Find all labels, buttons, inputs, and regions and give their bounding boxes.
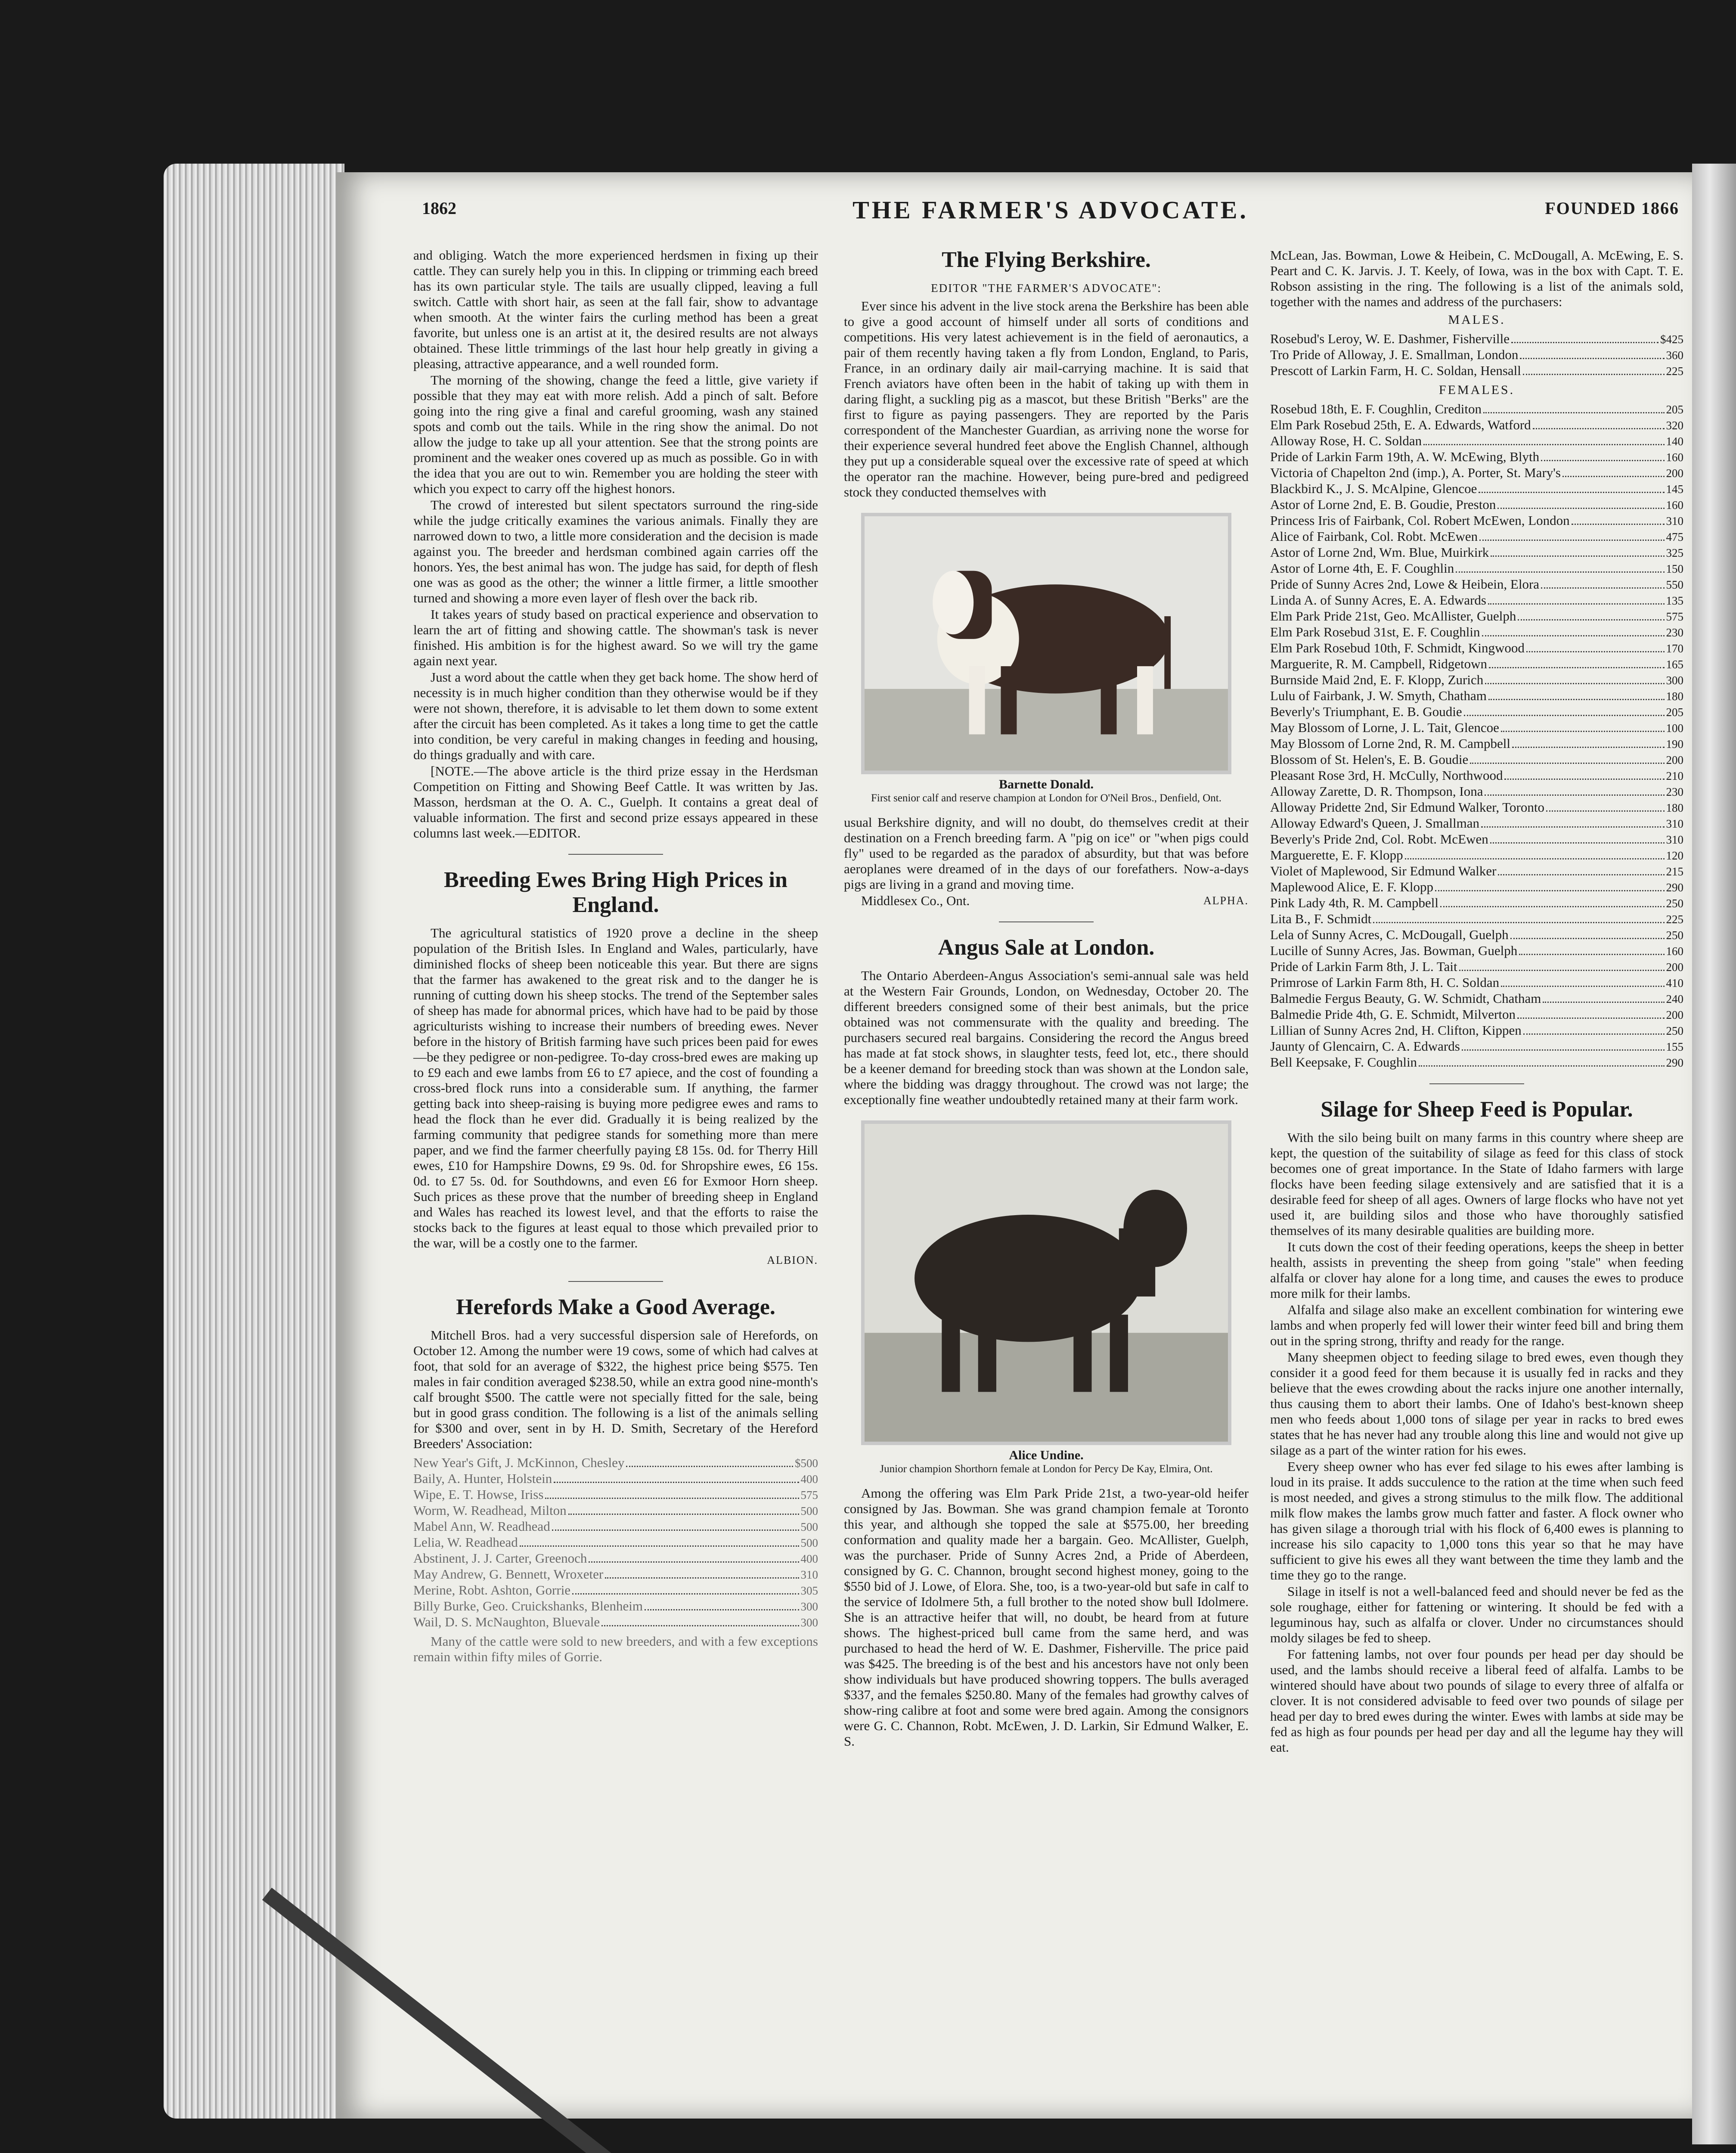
leader-dots (1498, 874, 1664, 875)
list-item (1270, 991, 1683, 1007)
leader-dots (1485, 794, 1664, 796)
list-item (1270, 433, 1683, 449)
photo-caption: First senior calf and reserve champion at London for O'Neil Bros., Denfield, Ont. (871, 792, 1221, 804)
list-item (413, 1582, 818, 1598)
entry-price: 575 (1666, 610, 1683, 623)
leader-dots (1511, 342, 1658, 343)
leader-dots (1373, 922, 1664, 923)
entry-price: 310 (800, 1568, 818, 1581)
list-item (1270, 927, 1683, 943)
editor-note: [NOTE.—The above article is the third prize essay in the Herdsman Competition on Fitting and Showing Beef Cattle. It was written by Jas. Masson, herdsman at the O. A. C., Guelph. It contains a great deal of valuable information. The first and second prize essays appeared in these columns last week.—EDITOR. (413, 763, 818, 841)
entry-name: Alice of Fairbank, Col. Robt. McEwen (1270, 529, 1478, 544)
list-item (1270, 863, 1683, 879)
entry-name: Elm Park Pride 21st, Geo. McAllister, Guelph (1270, 608, 1516, 624)
column-1 (413, 248, 818, 1666)
entry-name: Beverly's Pride 2nd, Col. Robt. McEwen (1270, 831, 1488, 847)
leader-dots (645, 1609, 799, 1610)
entry-name: Astor of Lorne 4th, E. F. Coughlin (1270, 561, 1454, 576)
entry-name: Jaunty of Glencairn, C. A. Edwards (1270, 1039, 1460, 1054)
entry-name: Lela of Sunny Acres, C. McDougall, Guelph (1270, 927, 1509, 942)
entry-price: 200 (1666, 961, 1683, 974)
list-item (1270, 417, 1683, 433)
place: Middlesex Co., Ont. (861, 893, 970, 908)
entry-name: Billy Burke, Geo. Cruickshanks, Blenheim (413, 1598, 643, 1613)
entry-price: 225 (1666, 365, 1683, 378)
steer-photo (865, 516, 1228, 771)
byline: EDITOR "THE FARMER'S ADVOCATE": (931, 282, 1162, 295)
leader-dots (1546, 810, 1665, 812)
leader-dots (1491, 555, 1664, 557)
list-item (1270, 784, 1683, 800)
entry-price: 310 (1666, 817, 1683, 830)
article-title-silage: Silage for Sheep Feed is Popular. (1321, 1097, 1633, 1122)
paragraph: The crowd of interested but silent spectators surround the ring-side while the judge critically examines the various animals. Finally they are narrowed down to two, a little more consideration and the decision is made against you. The breeder and herdsman combined again carries off the honors. Yes, the best animal has won. The judge has said, for depth of flesh one was as good as the other; the winner a little firmer, a little smoother turned and showing a more even layer of flesh over the back rib. (413, 497, 818, 605)
entry-name: Marguerite, R. M. Campbell, Ridgetown (1270, 656, 1487, 671)
entry-price: $500 (795, 1457, 818, 1470)
leader-dots (1440, 906, 1665, 907)
list-item (1270, 879, 1683, 895)
entry-price: 200 (1666, 1008, 1683, 1021)
entry-price: 290 (1666, 881, 1683, 894)
entry-name: Abstinent, J. J. Carter, Greenoch (413, 1551, 587, 1566)
entry-name: New Year's Gift, J. McKinnon, Chesley (413, 1455, 625, 1470)
article-title-ewes: Breeding Ewes Bring High Prices in England. (444, 868, 787, 917)
entry-price: 410 (1666, 977, 1683, 990)
photo-caption-name: Alice Undine. (1009, 1448, 1084, 1463)
entry-name: Lucille of Sunny Acres, Jas. Bowman, Guelph (1270, 943, 1518, 958)
entry-price: 160 (1666, 451, 1683, 464)
list-heading-males: MALES. (1448, 313, 1506, 327)
entry-price: 200 (1666, 467, 1683, 480)
list-item (413, 1455, 818, 1471)
entry-name: Tro Pride of Alloway, J. E. Smallman, London (1270, 347, 1519, 362)
entry-name: Lulu of Fairbank, J. W. Smyth, Chatham (1270, 688, 1487, 703)
entry-name: Alloway Zarette, D. R. Thompson, Iona (1270, 784, 1483, 799)
entry-name: Merine, Robt. Ashton, Gorrie (413, 1582, 571, 1598)
entry-price: 325 (1666, 546, 1683, 559)
separator-rule (1429, 1083, 1524, 1084)
photo-caption-name: Barnette Donald. (999, 777, 1094, 791)
entry-name: Violet of Maplewood, Sir Edmund Walker (1270, 863, 1497, 878)
list-item (1270, 347, 1683, 363)
column-3 (1270, 248, 1683, 1756)
entry-name: Elm Park Rosebud 25th, E. A. Edwards, Watford (1270, 417, 1531, 432)
paragraph: With the silo being built on many farms in this country where sheep are kept, the question of the suitability of silage as feed for this class of stock becomes one of great importance. In the State of Idaho farmers with large flocks have been feeding silage extensively and are satisfied that it is a desirable feed for sheep of all ages. Owners of large flocks who have not yet used it, are building silos and those who have thoroughly satisfied themselves of its many desirable qualities are building more. (1270, 1130, 1683, 1238)
entry-name: Victoria of Chapelton 2nd (imp.), A. Porter, St. Mary's (1270, 465, 1561, 480)
entry-name: Maplewood Alice, E. F. Klopp (1270, 879, 1433, 894)
entry-price: 170 (1666, 642, 1683, 655)
leader-dots (1541, 460, 1664, 461)
leader-dots (1517, 1018, 1665, 1019)
entry-price: 230 (1666, 626, 1683, 639)
entry-price: 500 (800, 1536, 818, 1549)
entry-price: 155 (1666, 1040, 1683, 1053)
paragraph: Many of the cattle were sold to new breeders, and with a few exceptions remain within fifty miles of Gorrie. (413, 1634, 818, 1664)
list-item (1270, 401, 1683, 417)
list-item (1270, 608, 1683, 624)
entry-name: Linda A. of Sunny Acres, E. A. Edwards (1270, 593, 1486, 608)
leader-dots (1526, 651, 1665, 652)
entry-name: Balmedie Pride 4th, G. E. Schmidt, Milverton (1270, 1007, 1516, 1022)
list-item (1270, 704, 1683, 720)
entry-price: 300 (800, 1616, 818, 1629)
entry-price: 150 (1666, 562, 1683, 575)
entry-name: Alloway Rose, H. C. Soldan (1270, 433, 1422, 448)
leader-dots (1481, 826, 1665, 828)
list-item (1270, 481, 1683, 497)
list-item (1270, 624, 1683, 640)
entry-name: Marguerette, E. F. Klopp (1270, 847, 1403, 862)
leader-dots (1488, 699, 1665, 700)
leader-dots (554, 1482, 799, 1483)
paragraph: usual Berkshire dignity, and will no doubt, do themselves credit at their destination on a French breeding farm. A "pig on ice" or "when pigs could fly" used to be regarded as the paradox of absurdity, but that was before aeroplanes were dreamed of in the days of our forefathers. Now-a-days pigs are living in a grand and moving time. (844, 814, 1249, 892)
list-item (1270, 577, 1683, 593)
list-item (1270, 1023, 1683, 1039)
entry-price: 550 (1666, 578, 1683, 591)
entry-price: 190 (1666, 738, 1683, 751)
list-item (1270, 656, 1683, 672)
leader-dots (1462, 1049, 1665, 1051)
list-item (1270, 497, 1683, 513)
list-item (1270, 1039, 1683, 1055)
entry-price: 360 (1666, 349, 1683, 362)
leader-dots (601, 1625, 799, 1626)
entry-name: Rosebud 18th, E. F. Coughlin, Crediton (1270, 401, 1482, 416)
list-item (1270, 847, 1683, 863)
entry-name: Alloway Edward's Queen, J. Smallman (1270, 816, 1479, 831)
leader-dots (568, 1514, 799, 1515)
leader-dots (1501, 986, 1664, 987)
entry-price: 300 (800, 1600, 818, 1613)
entry-price: 120 (1666, 849, 1683, 862)
entry-price: 310 (1666, 515, 1683, 527)
list-heading-females: FEMALES. (1438, 383, 1515, 397)
entry-name: Wipe, E. T. Howse, Iriss (413, 1487, 544, 1502)
entry-name: Burnside Maid 2nd, E. F. Klopp, Zurich (1270, 672, 1484, 687)
leader-dots (1543, 1002, 1664, 1003)
list-item (413, 1471, 818, 1487)
entry-price: 205 (1666, 706, 1683, 719)
paragraph: Ever since his advent in the live stock arena the Berkshire has been able to give a good account of himself under all sorts of conditions and competitions. His very latest achievement is in the field of aeronautics, a pair of them recently having taken a fly from London, England, to Paris, France, in an ordinary daily air mail-carrying machine. It is said that French aviators have often been in the habit of taking up with them in daring flight, a suckling pig as a mascot, but these British "Berks" are the first to figure as paying passengers. They are reported by the Paris correspondent of the Manchester Guardian, as arriving none the worse for their experience several hundred feet above the English Channel, although they put up a considerable squeal over the excessive rate of speed at which the operator ran the machine. However, being pure-bred and pedigreed stock they conducted themselves with (844, 298, 1249, 499)
leader-dots (1518, 619, 1664, 620)
leader-dots (545, 1498, 799, 1499)
leader-dots (1489, 667, 1665, 668)
entry-name: Pride of Larkin Farm 19th, A. W. McEwing, Blyth (1270, 449, 1540, 464)
leader-dots (1405, 858, 1665, 859)
entry-price: 145 (1666, 483, 1683, 496)
list-item (1270, 752, 1683, 768)
leader-dots (1485, 683, 1664, 684)
paragraph: Alfalfa and silage also make an excellent combination for wintering ewe lambs and when properly fed will lower their winter feed bill and bring them out in the spring strong, thrifty and ready for the range. (1270, 1302, 1683, 1348)
list-item (413, 1551, 818, 1567)
article-title-berkshire: The Flying Berkshire. (942, 248, 1151, 272)
entry-price: 225 (1666, 913, 1683, 926)
list-item (1270, 816, 1683, 831)
entry-name: May Blossom of Lorne, J. L. Tait, Glencoe (1270, 720, 1499, 735)
entry-price: 215 (1666, 865, 1683, 878)
paragraph: Silage in itself is not a well-balanced feed and should never be fed as the sole roughage, either for fattening or wintering. It should be fed with a leguminous hay, such as alfalfa or clover. Under no circumstances should moldy silages be fed to sheep. (1270, 1584, 1683, 1645)
leader-dots (589, 1561, 799, 1563)
leader-dots (1512, 747, 1665, 748)
photo-alice-undine (861, 1120, 1231, 1446)
leader-dots (1541, 587, 1664, 589)
paragraph: The Ontario Aberdeen-Angus Association's semi-annual sale was held at the Western Fair Grounds, London, on Wednesday, October 20. The different breeders consigned some of their best animals, but the price obtained was not commensurate with the quality and breeding. The purchasers secured real bargains. Considering the record the Angus breed has made at fat stock shows, in slaughter tests, feed lot, etc., there should be a keener demand for breeding stock than was shown at the London sale, where the bidding was draggy throughout. The crowd was not large; the exceptionally fine weather undoubtedly retained many at their farm work. (844, 968, 1249, 1107)
males-sale-list (1270, 331, 1683, 379)
entry-name: Baily, A. Hunter, Holstein (413, 1471, 552, 1486)
leader-dots (1488, 603, 1665, 605)
entry-price: 320 (1666, 419, 1683, 432)
leader-dots (1523, 1033, 1665, 1035)
list-item (1270, 561, 1683, 577)
entry-name: May Blossom of Lorne 2nd, R. M. Campbell (1270, 736, 1510, 751)
paragraph: For fattening lambs, not over four pounds per head per day should be used, and the lambs should receive a liberal feed of alfalfa. Lambs to be wintered should have about two pounds of silage to every three of alfalfa or clover. It is not considered advisable to feed over two pounds of silage per head per day to bred ewes during the winter. Ewes with lambs at side may be fed as high as four pounds per head per day and all the legume hay they will eat. (1270, 1647, 1683, 1755)
list-item (1270, 640, 1683, 656)
paragraph: McLean, Jas. Bowman, Lowe & Heibein, C. McDougall, A. McEwing, E. S. Peart and C. K. Jarvis. J. T. Keely, of Iowa, was in the box with Capt. T. E. Robson assisting in the ring. The following is a list of the animals sold, together with the names and address of the purchasers: (1270, 248, 1683, 309)
entry-name: Elm Park Rosebud 10th, F. Schmidt, Kingwood (1270, 640, 1525, 655)
photo-barnette-donald (861, 513, 1231, 774)
entry-name: Elm Park Rosebud 31st, E. F. Coughlin (1270, 624, 1480, 639)
entry-name: Wail, D. S. McNaughton, Bluevale (413, 1614, 600, 1629)
leader-dots (605, 1577, 799, 1579)
separator-rule (999, 921, 1094, 922)
entry-price: 305 (800, 1584, 818, 1597)
leader-dots (1490, 842, 1665, 844)
entry-name: Pride of Larkin Farm 8th, J. L. Tait (1270, 959, 1457, 974)
list-item (1270, 529, 1683, 545)
entry-price: $425 (1660, 333, 1683, 346)
entry-price: 500 (800, 1520, 818, 1533)
entry-price: 100 (1666, 722, 1683, 735)
photo-caption: Junior champion Shorthorn female at London for Percy De Kay, Elmira, Ont. (880, 1463, 1213, 1475)
leader-dots (1510, 938, 1665, 939)
list-item (413, 1567, 818, 1582)
entry-price: 250 (1666, 897, 1683, 910)
list-item (1270, 593, 1683, 608)
book-right-edge (1692, 164, 1736, 2144)
list-item (413, 1535, 818, 1551)
entry-price: 400 (800, 1552, 818, 1565)
entry-price: 165 (1666, 658, 1683, 671)
list-item (1270, 331, 1683, 347)
leader-dots (1423, 444, 1664, 445)
signature-line (844, 893, 1249, 909)
entry-price: 250 (1666, 1024, 1683, 1037)
page-header (422, 198, 1679, 228)
leader-dots (1562, 476, 1665, 477)
list-item (1270, 688, 1683, 704)
list-item (1270, 449, 1683, 465)
list-item (1270, 720, 1683, 736)
list-item (1270, 911, 1683, 927)
leader-dots (1497, 508, 1664, 509)
entry-name: Primrose of Larkin Farm 8th, H. C. Soldan (1270, 975, 1500, 990)
separator-rule (568, 854, 663, 855)
entry-name: Lelia, W. Readhead (413, 1535, 518, 1550)
list-item (1270, 895, 1683, 911)
entry-price: 230 (1666, 785, 1683, 798)
leader-dots (1482, 635, 1665, 636)
list-item (413, 1503, 818, 1519)
founded-label: FOUNDED 1866 (1545, 199, 1679, 218)
paragraph: Many sheepmen object to feeding silage to bred ewes, even though they consider it a good feed for them because it is usually fed in racks and they believe that the ewes crowding about the racks injure one another internally, thus causing them to abort their lambs. One of Idaho's best-known sheep men who feeds about 1,000 tons of silage per year in racks to bred ewes states that he has never had any trouble along this line and would not give up silage as a part of the winter ration for his ewes. (1270, 1350, 1683, 1458)
book-page-edges (164, 164, 344, 2119)
list-item (1270, 672, 1683, 688)
list-item (413, 1519, 818, 1535)
entry-price: 140 (1666, 435, 1683, 448)
entry-price: 500 (800, 1505, 818, 1517)
leader-dots (1572, 524, 1665, 525)
leader-dots (1456, 571, 1664, 573)
entry-price: 475 (1666, 530, 1683, 543)
entry-name: Lillian of Sunny Acres 2nd, H. Clifton, Kippen (1270, 1023, 1522, 1038)
column-2 (844, 248, 1249, 1750)
leader-dots (1479, 492, 1664, 493)
entry-name: Balmedie Fergus Beauty, G. W. Schmidt, Chatham (1270, 991, 1541, 1006)
females-sale-list (1270, 401, 1683, 1070)
entry-name: Bell Keepsake, F. Coughlin (1270, 1055, 1417, 1070)
leader-dots (1419, 1065, 1664, 1067)
list-item (1270, 513, 1683, 529)
entry-price: 210 (1666, 769, 1683, 782)
leader-dots (1479, 540, 1664, 541)
entry-name: Rosebud's Leroy, W. E. Dashmer, Fisherville (1270, 331, 1510, 346)
leader-dots (1483, 412, 1665, 413)
list-item (1270, 975, 1683, 991)
leader-dots (1504, 779, 1664, 780)
entry-name: Prescott of Larkin Farm, H. C. Soldan, Hensall (1270, 363, 1521, 378)
leader-dots (572, 1593, 799, 1595)
hereford-sale-list (413, 1455, 818, 1630)
leader-dots (1520, 358, 1664, 359)
heifer-photo (865, 1124, 1228, 1442)
entry-price: 575 (800, 1489, 818, 1502)
list-item (1270, 943, 1683, 959)
entry-name: Lita B., F. Schmidt (1270, 911, 1372, 926)
masthead: THE FARMER'S ADVOCATE. (852, 196, 1249, 224)
leader-dots (1470, 763, 1664, 764)
leader-dots (626, 1466, 793, 1467)
list-item (1270, 736, 1683, 752)
entry-name: Pink Lady 4th, R. M. Campbell (1270, 895, 1438, 910)
paragraph: and obliging. Watch the more experienced herdsmen in fixing up their cattle. They can surely help you in this. In clipping or trimming each breed has its own particular style. The tails are usually clipped, leaving a full switch. Cattle with short hair, as seen at the fall fair, show to advantage when smooth. At the winter fairs the curling method has been a great favorite, but unless one is an artist at it, the desired results are not always obtained. These little trimmings of the last hour help greatly in giving a pleasing, attractive appearance, and a well rounded form. (413, 248, 818, 371)
leader-dots (1459, 970, 1665, 971)
entry-price: 160 (1666, 499, 1683, 512)
list-item (413, 1487, 818, 1503)
leader-dots (1501, 731, 1665, 732)
entry-price: 205 (1666, 403, 1683, 416)
leader-dots (1464, 715, 1665, 716)
entry-name: Alloway Pridette 2nd, Sir Edmund Walker, Toronto (1270, 800, 1544, 815)
entry-price: 180 (1666, 690, 1683, 703)
entry-name: Pride of Sunny Acres 2nd, Lowe & Heibein, Elora (1270, 577, 1540, 592)
list-item (413, 1614, 818, 1630)
paragraph: Every sheep owner who has ever fed silage to his ewes after lambing is loud in its praise. It adds succulence to the ration at the time when such feed is most needed, and gives a strong stimulus to the milk flow. The additional milk flow makes the lambs grow much fatter and faster. A flock owner who has given silage a thorough trial with his flock of 6,400 ewes is planning to increase his silo capacity to 1,000 tons this year so that he may have sufficient to give his ewes all they want between the time they lamb and the time they go to the range. (1270, 1459, 1683, 1582)
entry-price: 250 (1666, 929, 1683, 942)
entry-price: 290 (1666, 1056, 1683, 1069)
entry-name: Astor of Lorne 2nd, E. B. Goudie, Preston (1270, 497, 1496, 512)
entry-name: May Andrew, G. Bennett, Wroxeter (413, 1567, 604, 1582)
entry-price: 310 (1666, 833, 1683, 846)
entry-name: Blackbird K., J. S. McAlpine, Glencoe (1270, 481, 1477, 496)
paragraph: The agricultural statistics of 1920 prove a decline in the sheep population of the British Isles. In England and Wales, particularly, have diminished flocks of sheep been noticeable this year. But there are signs that the farmer has awakened to the great risk and to the danger he is running of cutting down his sheep stocks. The trend of the September sales of sheep has made for abnormal prices, which have had to be paid by those agriculturists wishing to increase their numbers of breeding ewes. Never before in the history of British farming have such prices been paid for ewes—be they pedigree or non-pedigree. To-day cross-bred ewes are making up to £9 each and ewe lambs from £6 to £7 apiece, and the cost of founding a cross-bred flock runs into a considerable sum. If anything, the farmer getting back into sheep-raising is buying more pedigree ewes and rams to head the flock than he ever did. Gradually it is being realized by the farming community that pedigree stands for something more than mere paper, and we find the farmer cheerfully paying £8 15s. 0d. for Therry Hill ewes, £10 for Hampshire Downs, £9 9s. 0d. for Shropshire ewes, £6 15s. 0d. to £7 5s. 0d. for Southdowns, and even £6 for Exmoor Horn sheep. Such prices as these prove that the number of breeding sheep in England and Wales has reached its lowest level, and that the efforts to raise the stocks back to the figures at least equal to those which prevailed prior to the war, will be a costly one to the farmer. (413, 925, 818, 1250)
separator-rule (568, 1281, 663, 1282)
entry-price: 240 (1666, 993, 1683, 1005)
entry-price: 160 (1666, 945, 1683, 958)
list-item (1270, 768, 1683, 784)
signature: ALPHA. (1203, 894, 1249, 907)
entry-name: Astor of Lorne 2nd, Wm. Blue, Muirkirk (1270, 545, 1489, 560)
leader-dots (1523, 374, 1665, 375)
list-item (1270, 1055, 1683, 1070)
entry-name: Beverly's Triumphant, E. B. Goudie (1270, 704, 1462, 719)
signature: ALBION. (767, 1254, 818, 1266)
list-item (1270, 959, 1683, 975)
leader-dots (552, 1529, 799, 1531)
list-item (1270, 545, 1683, 561)
entry-name: Pleasant Rose 3rd, H. McCully, Northwood (1270, 768, 1503, 783)
list-item (1270, 1007, 1683, 1023)
paragraph: Just a word about the cattle when they get back home. The show herd of necessity is in much higher condition than they otherwise would be if they were not shown, therefore, it is advisable to let them down to some extent after the circuit has been completed. As it takes a long time to get the cattle into condition, be very careful in making changes in feeding and housing, do things gradually and with care. (413, 670, 818, 762)
list-item (1270, 465, 1683, 481)
entry-price: 135 (1666, 594, 1683, 607)
page-number: 1862 (422, 199, 456, 218)
paragraph: It takes years of study based on practical experience and observation to learn the art of fitting and showing cattle. The showman's task is never finished. His ambition is for the highest award. So we will try the game again next year. (413, 607, 818, 668)
article-title-herefords: Herefords Make a Good Average. (456, 1295, 775, 1319)
entry-name: Princess Iris of Fairbank, Col. Robert McEwen, London (1270, 513, 1570, 528)
entry-name: Blossom of St. Helen's, E. B. Goudie (1270, 752, 1469, 767)
paragraph: Mitchell Bros. had a very successful dispersion sale of Herefords, on October 12. Among the number were 19 cows, some of which had calves at foot, that sold for an average of $322, the highest price being $575. Ten males in fair condition averaged $238.50, while an extra good nine-month's calf brought $500. The cattle were not specially fitted for the sale, being but in good grass condition. The following is a list of the animals selling for $300 and over, sent in by H. D. Smith, Secretary of the Hereford Breeders' Association: (413, 1328, 818, 1451)
list-item (1270, 363, 1683, 379)
entry-price: 180 (1666, 801, 1683, 814)
leader-dots (1533, 428, 1665, 429)
list-item (1270, 831, 1683, 847)
entry-price: 300 (1666, 674, 1683, 687)
entry-name: Mabel Ann, W. Readhead (413, 1519, 550, 1534)
paragraph: Among the offering was Elm Park Pride 21st, a two-year-old heifer consigned by Jas. Bowman. She was grand champion female at Toronto this year, and although she topped the sale at $575.00, her breeding conformation and quality made her a bargain. Geo. McAllister, Guelph, was the purchaser. Pride of Sunny Acres 2nd, a Pride of Aberdeen, consigned by G. C. Channon, brought second highest money, going to the $550 bid of J. Lowe, of Elora. She, too, is a two-year-old but safe in calf to the service of Idolmere 5th, a full brother to the noted show bull Idolmere. She is an attractive heifer that will, no doubt, be heard from at future shows. The highest-priced bull came from the same herd, and was purchased to head the herd of W. E. Dashmer, Fisherville. The price paid was $425. The breeding is of the best and his ancestors have not only been show individuals but have produced showring toppers. The bulls averaged $337, and the females $250.80. Many of the females had growthy calves of show-ring calibre at foot and some were bred again. Among the consignors were G. C. Channon, Robt. McEwen, J. D. Larkin, Sir Edmund Walker, E. S. (844, 1486, 1249, 1749)
paragraph: It cuts down the cost of their feeding operations, keeps the sheep in better health, assists in preventing the sheep from going "stale" when feeding alfalfa or clover hay alone for a long time, and causes the ewes to produce more milk for their lambs. (1270, 1239, 1683, 1301)
list-item (1270, 800, 1683, 816)
leader-dots (1519, 954, 1664, 955)
leader-dots (1435, 890, 1665, 891)
paragraph: The morning of the showing, change the feed a little, give variety if possible that they may eat with more relish. Add a pinch of salt. Before going into the ring give a final and careful grooming, wash any stained spots and comb out the tails. While in the ring show the animal. Do not allow the judge to take up all your attention. See that the strong points are prominent and the weaker ones covered up as much as possible. Go in with the idea that you are out to win. Remember you are holding the steer with which you expect to carry off the highest honors. (413, 372, 818, 496)
entry-price: 400 (800, 1473, 818, 1486)
article-title-angus: Angus Sale at London. (938, 935, 1155, 960)
list-item (413, 1598, 818, 1614)
leader-dots (520, 1545, 799, 1547)
entry-price: 200 (1666, 754, 1683, 766)
entry-name: Worm, W. Readhead, Milton (413, 1503, 567, 1518)
